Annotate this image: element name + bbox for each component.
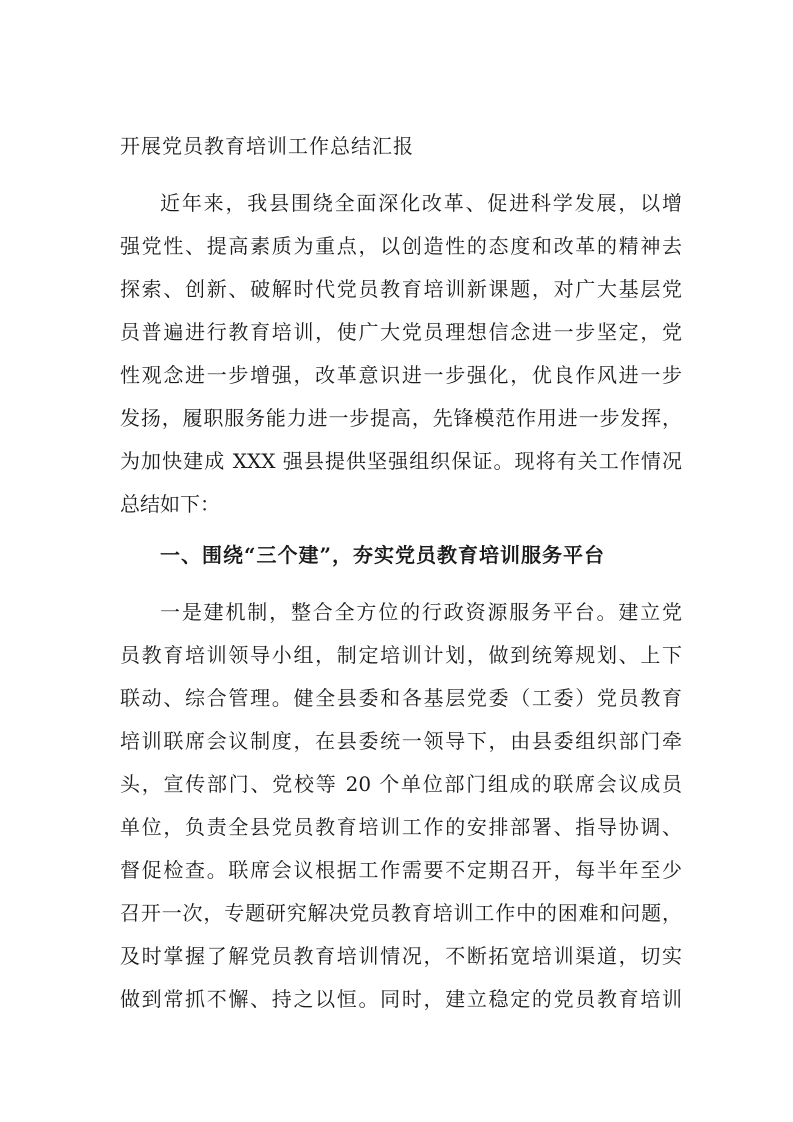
paragraph-line: 近年来，我县围绕全面深化改革、促进科学发展，以增 (160, 191, 682, 215)
paragraph-line: 总结如下： (120, 492, 220, 516)
paragraph-line: 性观念进一步增强，改革意识进一步强化，优良作风进一步 (120, 363, 682, 387)
paragraph-line: 员教育培训领导小组，制定培训计划，做到统筹规划、上下 (120, 643, 682, 667)
paragraph-line: 员普遍进行教育培训，使广大党员理想信念进一步坚定，党 (120, 320, 682, 344)
paragraph-line: 做到常抓不懈、持之以恒。同时，建立稳定的党员教育培训 (120, 987, 682, 1011)
paragraph-line: 探索、创新、破解时代党员教育培训新课题，对广大基层党 (120, 277, 682, 301)
paragraph-line: 联动、综合管理。健全县委和各基层党委（工委）党员教育 (120, 686, 682, 710)
paragraph-line: 为加快建成 XXX 强县提供坚强组织保证。现将有关工作情况 (120, 449, 682, 473)
paragraph-line: 培训联席会议制度，在县委统一领导下，由县委组织部门牵 (120, 729, 682, 753)
paragraph-line: 单位，负责全县党员教育培训工作的安排部署、指导协调、 (120, 815, 682, 839)
paragraph-line: 一是建机制，整合全方位的行政资源服务平台。建立党 (160, 600, 682, 624)
paragraph-line: 强党性、提高素质为重点，以创造性的态度和改革的精神去 (120, 234, 682, 258)
paragraph-line: 头，宣传部门、党校等 20 个单位部门组成的联席会议成员 (120, 772, 682, 796)
paragraph-line: 及时掌握了解党员教育培训情况，不断拓宽培训渠道，切实 (120, 944, 682, 968)
section-heading: 一、围绕“三个建”，夯实党员教育培训服务平台 (160, 543, 606, 567)
paragraph-line: 召开一次，专题研究解决党员教育培训工作中的困难和问题， (120, 901, 682, 925)
paragraph-line: 发扬，履职服务能力进一步提高，先锋模范作用进一步发挥， (120, 406, 682, 430)
paragraph-line: 督促检查。联席会议根据工作需要不定期召开，每半年至少 (120, 858, 682, 882)
document-title: 开展党员教育培训工作总结汇报 (120, 134, 414, 158)
